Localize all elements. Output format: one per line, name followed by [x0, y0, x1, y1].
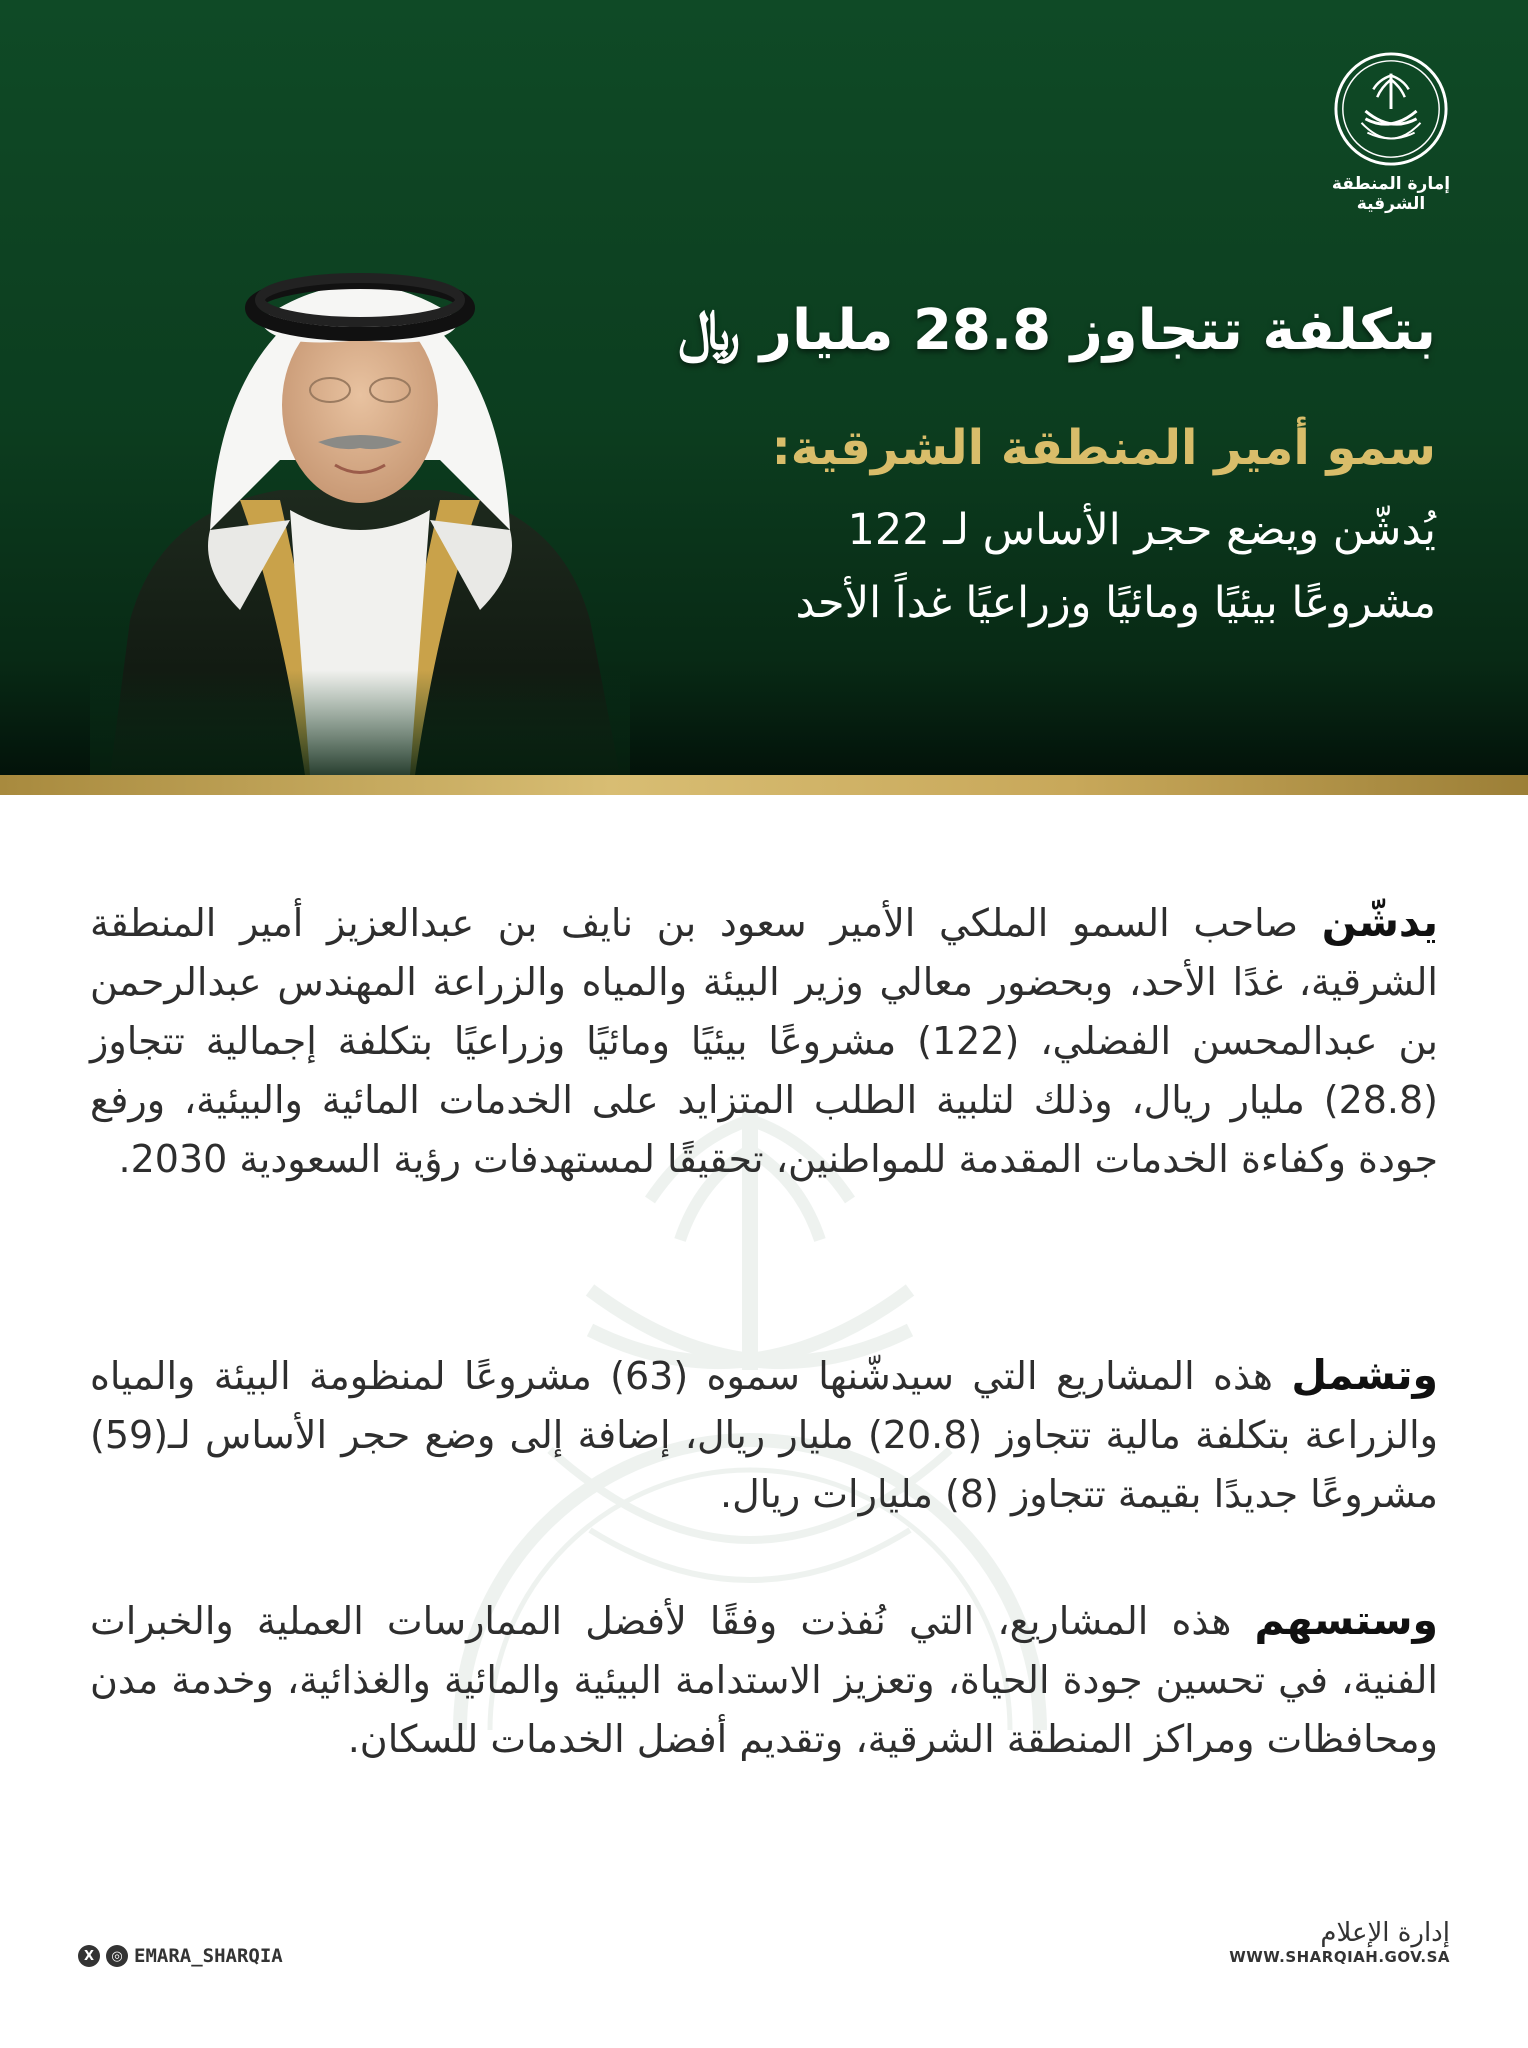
- media-department: إدارة الإعلام: [1320, 1918, 1450, 1948]
- handle-text: EMARA_SHARQIA: [134, 1945, 283, 1967]
- emblem-icon: [1332, 50, 1450, 168]
- emirate-logo: [1306, 50, 1476, 214]
- article-paragraph-3: [90, 1591, 1438, 1769]
- article-paragraph-1: [90, 893, 1438, 1189]
- paragraph-lead-1: يدشّن: [1321, 898, 1438, 946]
- instagram-icon[interactable]: ◎: [106, 1945, 128, 1967]
- social-handle[interactable]: [78, 1945, 283, 1967]
- x-twitter-icon[interactable]: X: [78, 1945, 100, 1967]
- logo-caption: إمارة المنطقة الشرقية: [1331, 174, 1451, 214]
- portrait-image: [90, 190, 630, 775]
- paragraph-lead-3: وستسهم: [1254, 1596, 1438, 1644]
- paragraph-body-2: هذه المشاريع التي سيدشّنها سموه (63) مشروعًا لمنظومة البيئة والمياه والزراعة بتكلفة مالية تتجاوز (20.8) مليار ريال، إضافة إلى وضع حجر الأساس لـ(59) مشروعًا جديدًا بقيمة تتجاوز (8) مليارات ريال.: [90, 1354, 1438, 1516]
- headline-title: بتكلفة تتجاوز 28.8 مليار ﷼: [678, 298, 1436, 363]
- paragraph-body-1: صاحب السمو الملكي الأمير سعود بن نايف بن عبدالعزيز أمير المنطقة الشرقية، غدًا الأحد، وبحضور معالي وزير البيئة والمياه والزراعة المهندس عبدالرحمن بن عبدالمحسن الفضلي، (122) مشروعًا بيئيًا ومائيًا وزراعيًا بتكلفة إجمالية تتجاوز (28.8) مليار ريال، وذلك لتلبية الطلب المتزايد على الخدمات المائية والبيئية، ورفع جودة وكفاءة الخدمات المقدمة للمواطنين، تحقيقًا لمستهدفات رؤية السعودية 2030.: [90, 901, 1438, 1181]
- gold-divider: [0, 775, 1528, 795]
- paragraph-body-3: هذه المشاريع، التي نُفذت وفقًا لأفضل الممارسات العملية والخبرات الفنية، في تحسين جودة الحياة، وتعزيز الاستدامة البيئية والمائية والغذائية، وخدمة مدن ومحافظات ومراكز المنطقة الشرقية، وتقديم أفضل الخدمات للسكان.: [90, 1599, 1438, 1761]
- headline-line-1: يُدشّن ويضع حجر الأساس لـ 122: [847, 505, 1436, 555]
- header-banner: [0, 0, 1528, 775]
- headline-subtitle: سمو أمير المنطقة الشرقية:: [771, 420, 1436, 476]
- article-paragraph-2: [90, 1346, 1438, 1524]
- headline-line-2: مشروعًا بيئيًا ومائيًا وزراعيًا غداً الأحد: [795, 578, 1436, 628]
- website-link[interactable]: WWW.SHARQIAH.GOV.SA: [1229, 1948, 1450, 1966]
- paragraph-lead-2: وتشمل: [1291, 1351, 1438, 1399]
- footer-credit: [1229, 1918, 1450, 1966]
